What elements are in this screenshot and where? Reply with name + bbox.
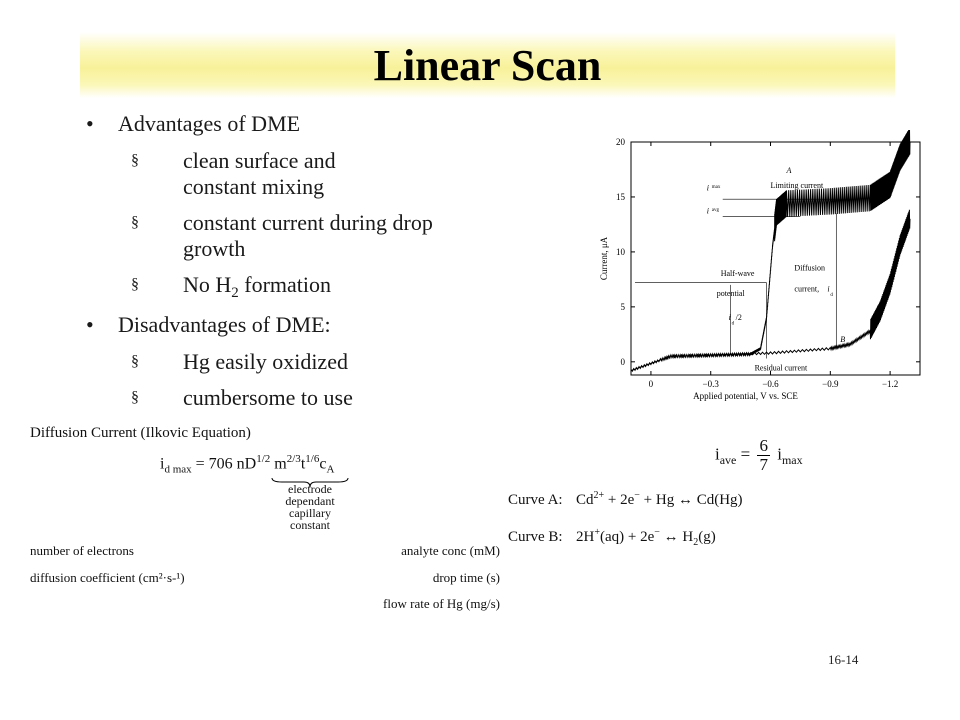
iave-eq-sign: =	[740, 444, 751, 464]
id2-label: i	[728, 313, 731, 323]
curve-b-sub: 2	[693, 537, 699, 548]
bullet-disadvantages	[86, 311, 506, 339]
sub-bullet-text: clean surface and constant mixing	[183, 148, 336, 199]
bullet-advantages	[86, 110, 506, 138]
curve-b-part: ↔ H	[659, 529, 694, 545]
curve-b-part: (g)	[698, 529, 716, 545]
label-n: number of electrons	[30, 543, 134, 558]
curve-b-equation	[508, 527, 716, 548]
eq-sup-d: 1/2	[256, 453, 271, 465]
brace-note-line: capillary	[289, 506, 331, 520]
sub-bullet-text: cumbersome to use	[183, 385, 353, 410]
curve-a-label: Curve A:	[508, 492, 563, 508]
bullet-disadvantages-text: Disadvantages of DME:	[118, 312, 331, 337]
sub-bullet	[86, 148, 506, 200]
brace-note-line: dependant	[285, 494, 335, 508]
sub-bullet	[86, 210, 506, 262]
curve-b-label: Curve B:	[508, 529, 563, 545]
sub-bullet-glyph: §	[131, 152, 139, 169]
slide-title: Linear Scan	[373, 41, 602, 90]
frac-num: 6	[759, 436, 768, 455]
brace-note	[270, 483, 350, 531]
ilkovic-block	[30, 425, 500, 625]
sub-bullet-text: constant current during drop growth	[183, 210, 433, 261]
halfwave-label-2: potential	[716, 288, 745, 298]
sub-bullet-text-pre: No H	[183, 272, 232, 297]
brace-note-line: electrode	[288, 482, 332, 496]
iavg-sub: avg	[711, 208, 719, 214]
curve-b-part: (aq) + 2e	[599, 529, 655, 545]
chart-axes	[631, 142, 920, 375]
x-tick-label: 0	[648, 379, 654, 389]
sub-bullet-text: Hg easily oxidized	[183, 349, 348, 374]
chart-ticks	[599, 137, 920, 401]
label-m: flow rate of Hg (mg/s)	[383, 596, 500, 611]
curve-a-sup: −	[634, 490, 640, 501]
brace-note-line: constant	[290, 518, 330, 532]
halfwave-label: Half-wave	[720, 269, 755, 279]
sub-bullet	[86, 349, 506, 375]
diffusion-sub: d	[830, 292, 833, 298]
iave-equation	[715, 437, 803, 474]
y-tick-label: 5	[620, 301, 625, 312]
diffusion-i: i	[827, 284, 830, 294]
sub-bullet	[86, 385, 506, 411]
label-curve-a: A	[786, 165, 792, 175]
eq-i-sub: d max	[164, 463, 192, 476]
label-curve-b: B	[840, 335, 846, 345]
id2-post: /2	[735, 313, 742, 323]
sub-bullet-text-post: formation	[238, 272, 332, 297]
eq-c: c	[319, 455, 327, 473]
sub-bullet-glyph: §	[131, 276, 139, 293]
series-line-b	[631, 210, 910, 371]
eq-m: m	[270, 455, 287, 473]
id2-sub: d	[731, 321, 735, 327]
curve-a-equation	[508, 490, 743, 509]
x-tick-label: −0.6	[762, 379, 779, 389]
label-t: drop time (s)	[432, 570, 500, 585]
ilkovic-title: Diffusion Current (Ilkovic Equation)	[30, 425, 251, 441]
iave-fraction	[757, 437, 770, 474]
curve-b-sup: +	[594, 527, 600, 538]
iave-sub: ave	[719, 452, 737, 467]
page-number: 16-14	[828, 652, 859, 667]
imax-label: i	[706, 183, 709, 193]
diffusion-label: Diffusion	[794, 263, 825, 273]
imax-i: i	[777, 444, 782, 464]
curve-a-sup: 2+	[593, 490, 605, 501]
sub-bullet-glyph: §	[131, 389, 139, 406]
limiting-current-label: Limiting current	[770, 181, 824, 191]
eq-sup-t: 1/6	[305, 453, 320, 465]
eq-sup-m: 2/3	[286, 453, 301, 465]
bullet-advantages-text: Advantages of DME	[118, 111, 301, 136]
y-tick-label: 20	[616, 137, 625, 147]
eq-t: t	[300, 455, 306, 473]
y-tick-label: 0	[620, 356, 625, 367]
label-c: analyte conc (mM)	[401, 543, 500, 558]
diffusion-label-2: current,	[794, 284, 820, 294]
eq-body: = 706 nD	[191, 455, 257, 473]
label-d: diffusion coefficient (cm²·s-¹)	[30, 570, 185, 585]
sub-bullet-glyph: §	[131, 353, 139, 370]
y-tick-label: 10	[616, 246, 625, 257]
sub-bullet-subscript: 2	[231, 285, 239, 301]
plot-frame	[631, 142, 920, 375]
sub-bullet	[86, 272, 506, 301]
curve-b-part: 2H	[576, 529, 595, 545]
curve-a-part: Cd	[576, 492, 594, 508]
bullet-dot: •	[86, 111, 94, 136]
curve-b-sup: −	[654, 527, 660, 538]
iavg-label: i	[706, 206, 709, 216]
bullet-list	[86, 110, 506, 421]
residual-label: Residual current	[754, 363, 808, 373]
curve-a-part: + Hg ↔ Cd(Hg)	[639, 492, 743, 508]
y-tick-label: 15	[616, 191, 625, 202]
sub-bullet-glyph: §	[131, 214, 139, 231]
y-axis-label: Current, μA	[599, 236, 609, 281]
polarogram-chart	[595, 130, 935, 415]
x-tick-label: −1.2	[881, 379, 899, 389]
imax-sub: max	[781, 452, 803, 467]
x-axis-label: Applied potential, V vs. SCE	[693, 391, 798, 401]
x-tick-label: −0.9	[822, 379, 839, 389]
x-tick-label: −0.3	[702, 379, 719, 389]
iave-i: i	[715, 444, 720, 464]
imax-sub: max	[711, 185, 721, 191]
eq-c-sub: A	[326, 463, 335, 476]
curve-a-part: + 2e	[604, 492, 635, 508]
ilkovic-equation	[160, 453, 334, 476]
chart-series	[631, 130, 910, 371]
bullet-dot: •	[86, 312, 94, 337]
frac-den: 7	[759, 455, 768, 474]
eq-i: i	[160, 455, 165, 473]
